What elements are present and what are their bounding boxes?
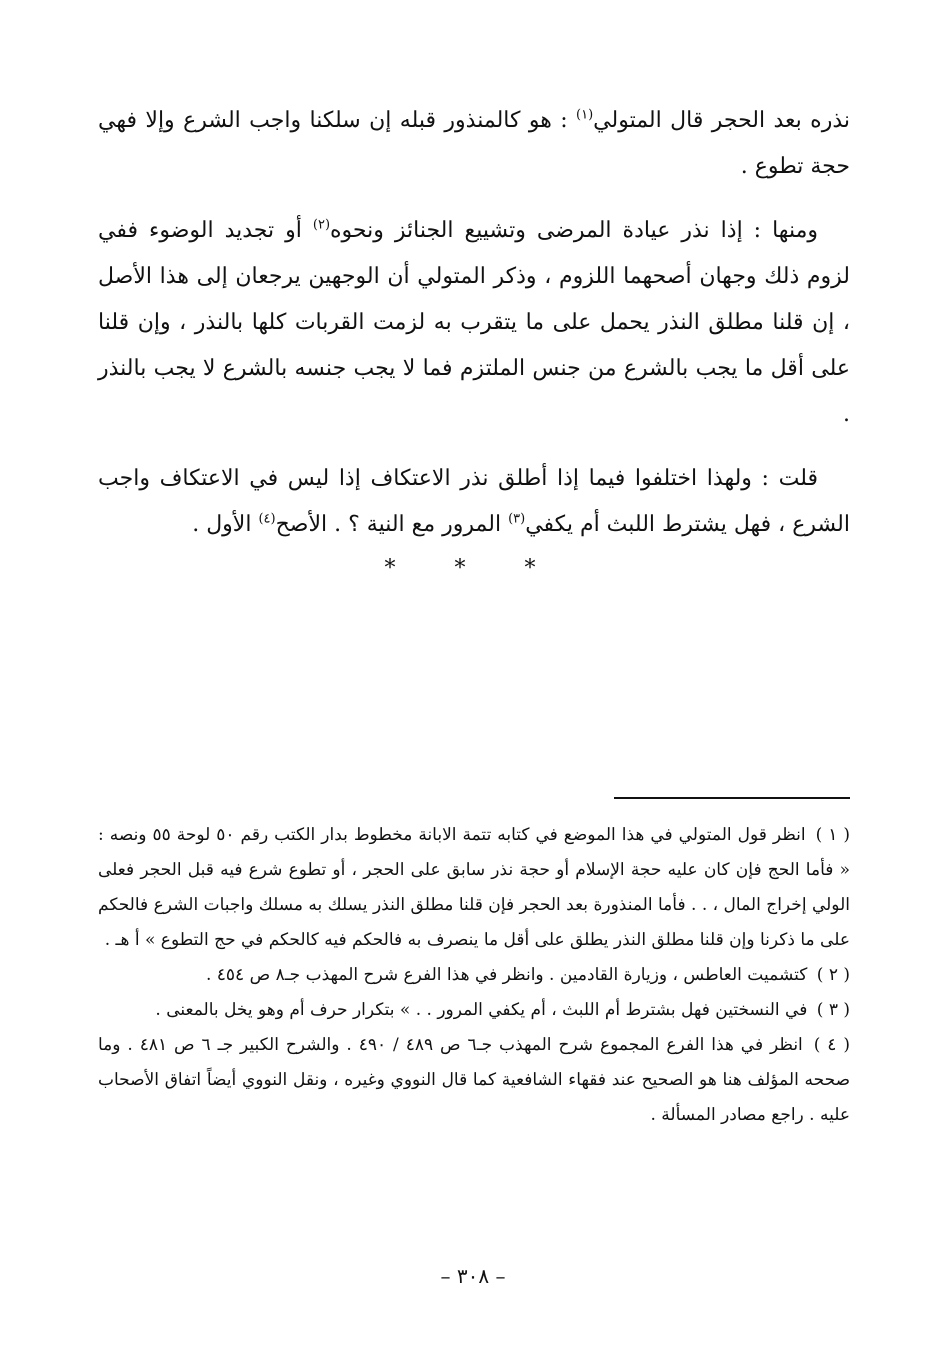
footnote-1 <box>98 818 850 958</box>
paragraph-1-text-2: : هو كالمنذور قبله إن سلكنا واجب الشرع وإلا فهي حجة تطوع . <box>98 108 850 179</box>
footnote-divider <box>614 797 850 799</box>
footnote-4 <box>98 1028 850 1133</box>
page-number: – ٣٠٨ – <box>440 1264 506 1288</box>
footnote-4-text: انظر في هذا الفرع المجموع شرح المهذب جـ٦ ص ٤٨٩ / ٤٩٠ . والشرح الكبير جـ ٦ ص ٤٨١ . وما صححه المؤلف هنا هو الصحيح عند فقهاء الشافعية كما قال النووي وغيره ، ونقل النووي أيضاً اتفاق الأصحاب عليه . راجع مصادر المسألة . <box>98 1035 850 1125</box>
footnote-3-number: ( ٣ ) <box>816 1000 850 1020</box>
footnotes <box>98 818 850 1133</box>
footnote-4-number: ( ٤ ) <box>813 1035 850 1055</box>
paragraph-3-text-3: الأول . <box>192 512 259 537</box>
footnote-ref-3: (٣) <box>508 511 526 527</box>
footnote-ref-4: (٤) <box>258 511 276 527</box>
footnote-3-text: في النسختين فهل بشترط أم اللبث ، أم يكفي المرور . . » بتكرار حرف أم وهو يخل بالمعنى . <box>155 1000 808 1020</box>
paragraph-2 <box>98 208 850 438</box>
footnote-ref-1: (١) <box>576 107 594 123</box>
footnote-2-number: ( ٢ ) <box>816 965 850 985</box>
section-separator: * * * <box>384 556 562 581</box>
footnote-1-text: انظر قول المتولي في هذا الموضع في كتابه تتمة الابانة مخطوط بدار الكتب رقم ٥٠ لوحة ٥٥ ونصه : « فأما الحج فإن كان عليه حجة الإسلام أو حجة نذر سابق على الحجر ، أو تطوع شرع فيه قبل الحجر فعلى الولي إخراج المال ، . . فأما المنذورة بعد الحجر فإن قلنا مطلق النذر يسلك به مسلك واجبات الشرع فالحكم على ما ذكرنا وإن قلنا مطلق النذر يطلق على أقل ما ينصرف به فالحكم فيه كالحكم في حج التطوع » أ هـ . <box>98 825 850 950</box>
paragraph-1 <box>98 98 850 190</box>
footnote-1-number: ( ١ ) <box>815 825 850 845</box>
footnote-3 <box>98 993 850 1028</box>
paragraph-1-text-1: نذره بعد الحجر قال المتولي <box>593 108 851 133</box>
footnote-2 <box>98 958 850 993</box>
footnote-ref-2: (٢) <box>312 217 331 233</box>
paragraph-3-text-1: قلت : ولهذا اختلفوا فيما إذا أطلق نذر الاعتكاف إذا ليس في الاعتكاف واجب الشرع ، فهل يشترط اللبث أم يكفي <box>98 466 850 537</box>
footnote-2-text: كتشميت العاطس ، وزيارة القادمين . وانظر في هذا الفرع شرح المهذب جـ٨ ص ٤٥٤ . <box>205 965 808 985</box>
paragraph-3 <box>98 456 850 548</box>
paragraph-2-text-1: ومنها : إذا نذر عيادة المرضى وتشييع الجنائز ونحوه <box>330 218 818 243</box>
paragraph-2-text-2: أو تجديد الوضوء ففي لزوم ذلك وجهان أصحهما اللزوم ، وذكر المتولي أن الوجهين يرجعان إلى هذا الأصل ، إن قلنا مطلق النذر يحمل على ما يتقرب به لزمت القربات كلها بالنذر ، وإن قلنا على أقل ما يجب بالشرع من جنس الملتزم فما لا يجب جنسه بالشرع لا يجب بالنذر . <box>98 218 850 427</box>
main-text <box>98 98 850 566</box>
paragraph-3-text-2: المرور مع النية ؟ . الأصح <box>275 512 509 537</box>
